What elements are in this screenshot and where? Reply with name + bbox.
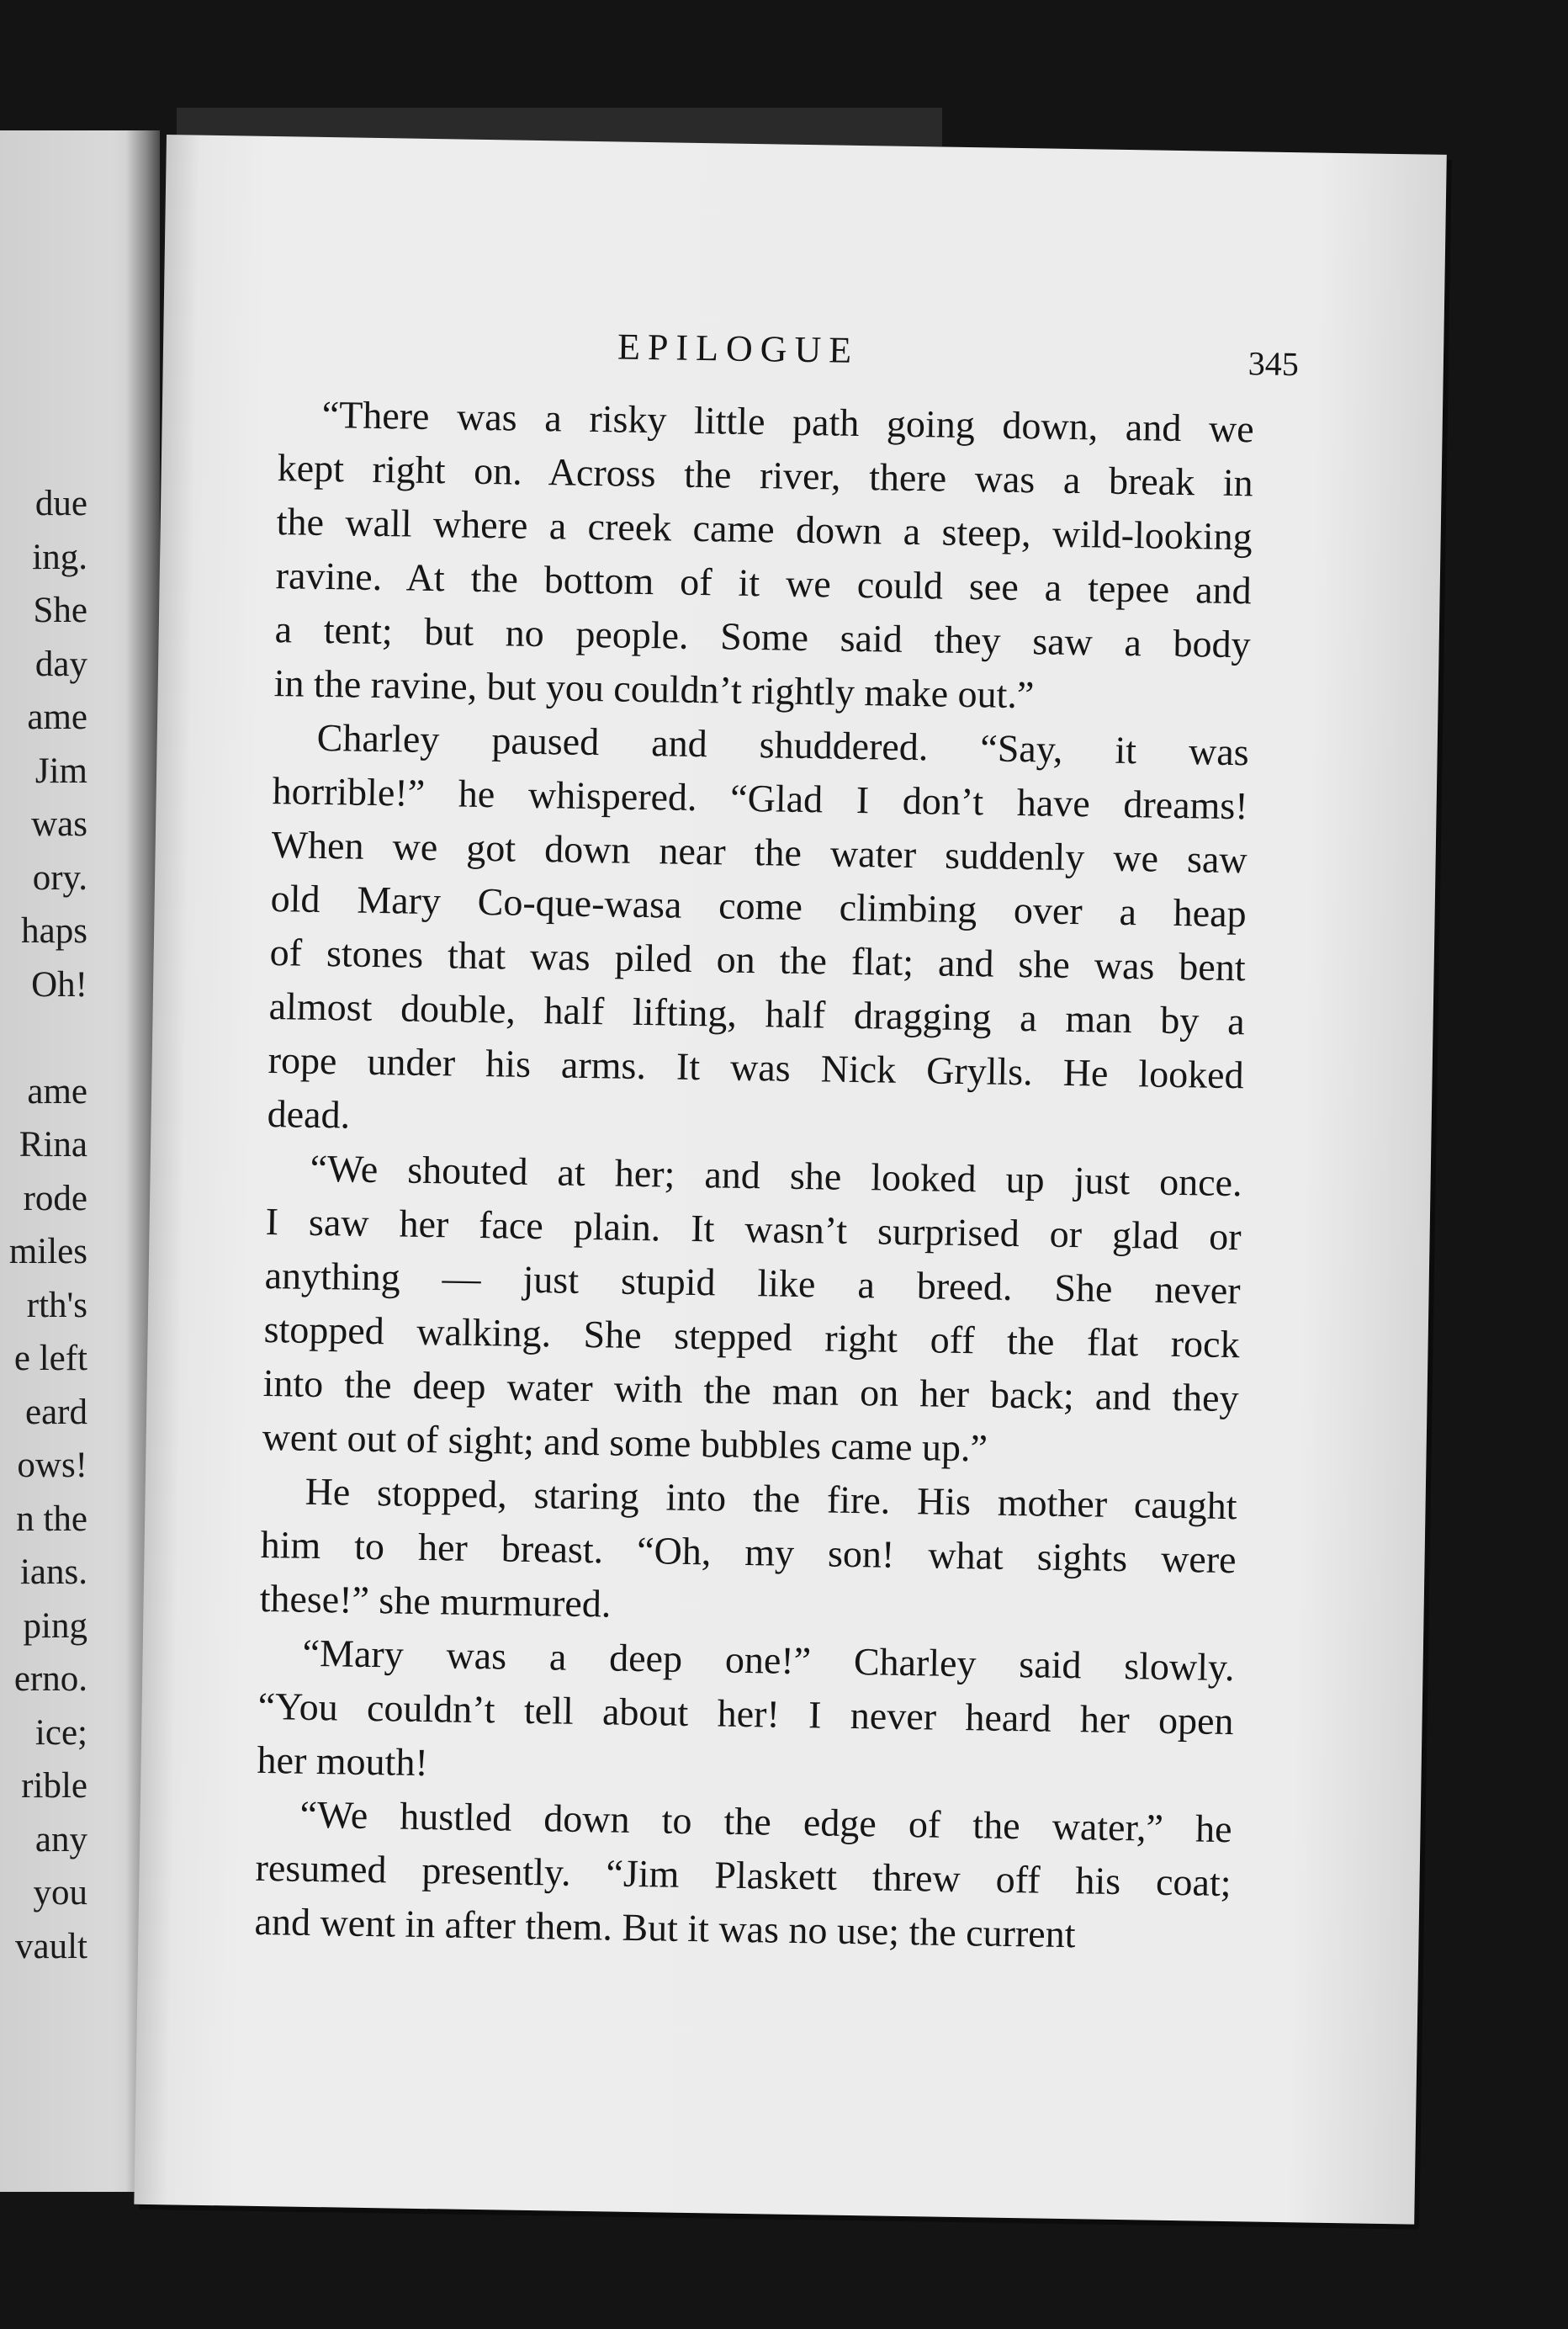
text-line: in the ravine, but you couldn’t rightly make out.”: [273, 661, 1035, 717]
text-line: horrible!” he whispered. “Glad I don’t have dreams!: [272, 769, 1249, 828]
text-line: old Mary Co-que-wasa come climbing over a heap: [270, 877, 1248, 936]
previous-page-line: ame: [27, 698, 87, 737]
previous-page-line: rible: [21, 1766, 87, 1806]
paragraph: [259, 1464, 1237, 1641]
previous-page-line: was: [31, 804, 87, 844]
previous-page-line: She: [33, 591, 87, 630]
text-line: dead.: [267, 1092, 351, 1137]
previous-page-line: ping: [23, 1605, 87, 1646]
previous-page-line: any: [34, 1819, 87, 1859]
previous-page-line: Oh!: [31, 964, 87, 1005]
running-head: EPILOGUE: [617, 326, 860, 371]
book-page: [134, 135, 1446, 2225]
text-line: ravine. At the bottom of it we could see a tepee and: [275, 554, 1253, 613]
body-text: [254, 387, 1254, 1964]
page-number: 345: [1248, 344, 1300, 384]
previous-page-line: ame: [27, 1071, 87, 1111]
text-line: went out of sight; and some bubbles came up.”: [262, 1414, 988, 1470]
previous-page-line: ows!: [17, 1446, 87, 1485]
text-line: him to her breast. “Oh, my son! what sights were: [260, 1522, 1237, 1582]
paragraph: [254, 1787, 1232, 1964]
text-line: When we got down near the water suddenly we saw: [271, 823, 1248, 882]
text-line: these!” she murmured.: [259, 1576, 612, 1626]
text-line: “We hustled down to the edge of the water,” he: [299, 1792, 1232, 1851]
text-line: the wall where a creek came down a steep, wild-looking: [276, 500, 1253, 559]
paragraph: [267, 710, 1249, 1156]
text-line: “There was a risky little path going down, and we: [321, 392, 1255, 451]
text-line: rope under his arms. It was Nick Grylls. He looked: [268, 1038, 1245, 1097]
text-line: I saw her face plain. It wasn’t surprised or glad or: [265, 1200, 1242, 1259]
text-line: resumed presently. “Jim Plaskett threw off his coat;: [255, 1845, 1232, 1905]
paragraph: [273, 387, 1254, 725]
previous-page-line: erno.: [13, 1659, 87, 1699]
previous-page-line: due: [34, 484, 87, 523]
text-line: and went in after them. But it was no use; the current: [254, 1899, 1076, 1956]
previous-page-line: rode: [23, 1178, 87, 1218]
text-line: “We shouted at her; and she looked up just once.: [310, 1146, 1242, 1205]
text-line: anything — just stupid like a breed. She never: [264, 1254, 1241, 1313]
previous-page-line: you: [33, 1873, 87, 1913]
paragraph: [257, 1626, 1235, 1802]
previous-page-line: Rina: [19, 1125, 87, 1164]
previous-page: [0, 130, 160, 2192]
previous-page-line: ory.: [32, 857, 87, 898]
previous-page-line: ice;: [34, 1712, 87, 1753]
previous-page-line: rth's: [26, 1285, 87, 1325]
previous-page-line: eard: [25, 1392, 87, 1432]
previous-page-line: e left: [13, 1339, 87, 1378]
previous-page-line: miles: [8, 1232, 87, 1271]
previous-page-line: ians.: [19, 1552, 87, 1592]
text-line: He stopped, staring into the fire. His mother caught: [305, 1469, 1237, 1528]
text-line: almost double, half lifting, half dragging a man by a: [268, 984, 1246, 1043]
previous-page-line: Jim: [34, 751, 87, 791]
previous-page-line: n the: [16, 1499, 87, 1539]
text-line: “You couldn’t tell about her! I never heard her open: [257, 1684, 1234, 1743]
text-line: Charley paused and shuddered. “Say, it was: [316, 715, 1250, 774]
previous-page-text: [9, 477, 87, 1973]
text-line: her mouth!: [257, 1737, 429, 1785]
previous-page-line: [9, 1011, 87, 1065]
text-line: kept right on. Across the river, there was a break in: [277, 446, 1254, 505]
text-line: stopped walking. She stepped right off the flat rock: [263, 1307, 1240, 1366]
text-line: of stones that was piled on the flat; and she was bent: [269, 931, 1247, 989]
text-line: a tent; but no people. Some said they saw a body: [274, 607, 1252, 666]
previous-page-line: vault: [15, 1926, 87, 1966]
text-line: “Mary was a deep one!” Charley said slowly.: [302, 1631, 1235, 1690]
text-line: into the deep water with the man on her back; and they: [262, 1361, 1239, 1420]
previous-page-line: day: [34, 644, 87, 684]
previous-page-line: haps: [21, 911, 87, 951]
previous-page-line: ing.: [32, 537, 87, 577]
paragraph: [262, 1141, 1242, 1479]
